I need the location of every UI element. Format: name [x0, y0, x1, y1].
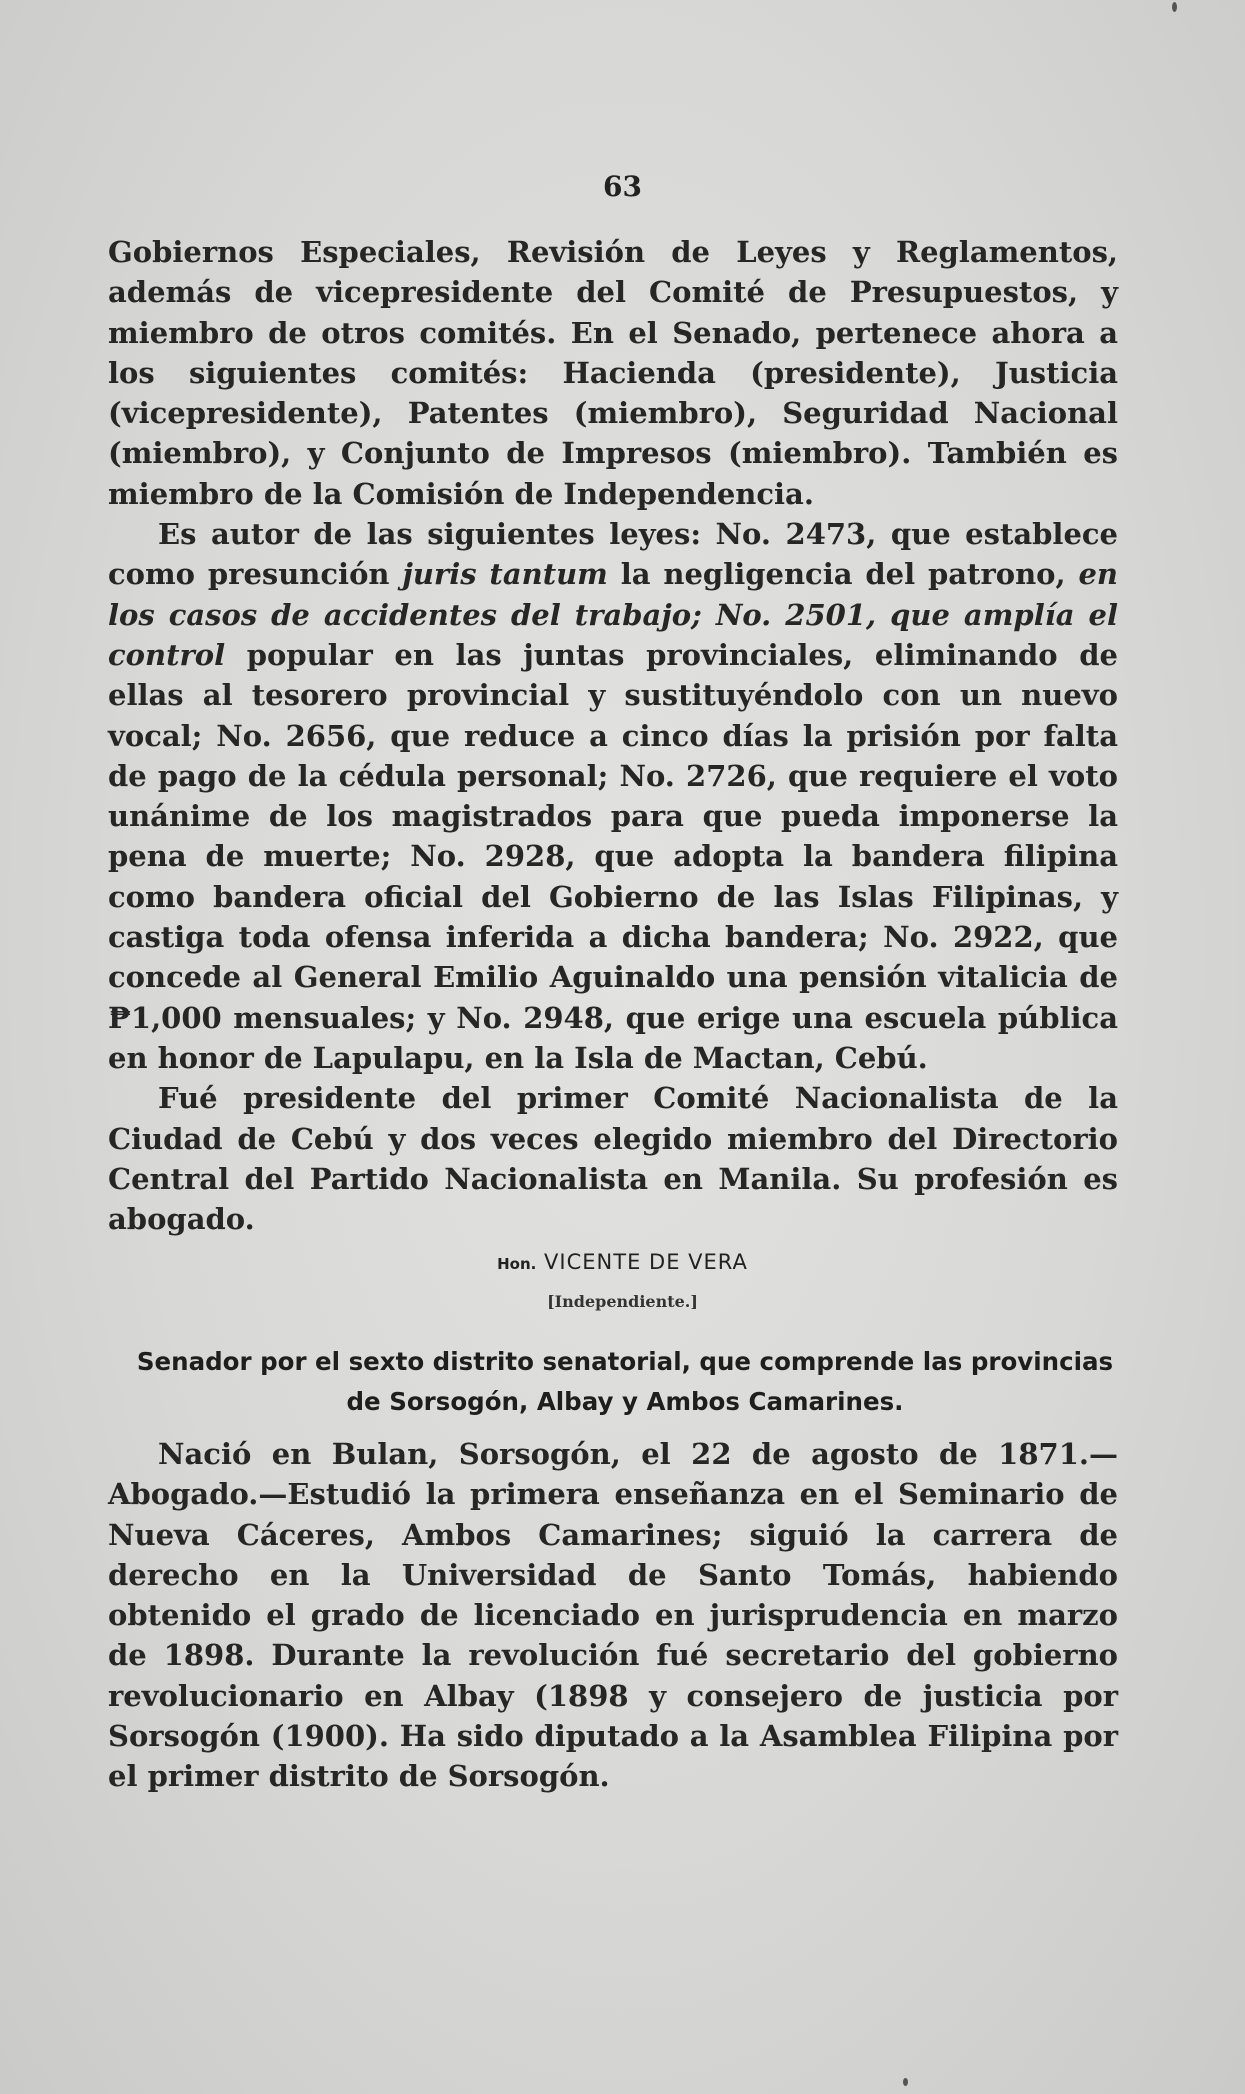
page-number: 63 — [603, 170, 642, 203]
laws-text-1: Es autor de las siguientes leyes: No. 2473, que establece como presunción — [108, 517, 1118, 592]
ink-speck-bottom — [903, 2078, 908, 2086]
party-paragraph — [108, 1078, 1118, 1239]
senator-party: [Independiente.] — [547, 1292, 698, 1311]
senator-biography — [108, 1434, 1118, 1797]
senator-name-heading — [0, 1250, 1245, 1274]
biography-paragraph: Nació en Bulan, Sorsogón, el 22 de agosto de 1871.—Abogado.—Estudió la primera enseñanza en el Seminario de Nueva Cáceres, Ambos Camarines; siguió la carrera de derecho en la Universidad de Santo Tomás, habiendo obtenido el grado de licenciado en jurisprudencia en marzo de 1898. Durante la revolución fué secretario del gobierno revolucionario en Albay (1898 y consejero de justicia por Sorsogón (1900). Ha sido diputado a la Asamblea Filipina por el primer distrito de Sorsogón. — [108, 1437, 1118, 1794]
laws-text-2: la negligencia del patrono, — [607, 557, 1079, 592]
ink-speck-top — [1172, 2, 1177, 12]
party-text: Fué presidente del primer Comité Nacionalista de la Ciudad de Cebú y dos veces elegido miembro del Directorio Central del Partido Nacionalista en Manila. Su profesión es abogado. — [108, 1081, 1118, 1237]
previous-biography — [108, 232, 1118, 1239]
laws-text-3: en los casos de accidentes del trabajo; No. 2501, que amplía el — [108, 557, 1118, 632]
honorific: Hon. — [497, 1255, 537, 1273]
laws-paragraph — [108, 514, 1118, 1078]
committees-paragraph — [108, 232, 1118, 514]
senator-district: Senador por el sexto distrito senatorial, que comprende las provincias de Sorsogón, Albay y Ambos Camarines. — [136, 1347, 1114, 1416]
committees-text: Gobiernos Especiales, Revisión de Leyes y Reglamentos, además de vicepresidente del Comité de Presupuestos, y miembro de otros comités. En el Senado, pertenece ahora a los siguientes comités: Hacienda (presidente), Justicia (vicepresidente), Patentes (miembro), Seguridad Nacional (miembro), y Conjunto de Impresos (miembro). También es miembro de la Comisión de Independencia. — [108, 235, 1118, 511]
senator-name: VICENTE DE VERA — [544, 1250, 748, 1274]
laws-italic-control: control — [108, 637, 226, 672]
laws-text-4: popular en las juntas provinciales, eliminando de ellas al tesorero provincial y sustituyéndolo con un nuevo vocal; No. 2656, que reduce a cinco días la prisión por falta de pago de la cédula personal; No. 2726, que requiere el voto unánime de los magistrados para que pueda imponerse la pena de muerte; No. 2928, que adopta la bandera filipina como bandera oficial del Gobierno de las Islas Filipinas, y castiga toda ofensa inferida a dicha bandera; No. 2922, que concede al General Emilio Aguinaldo una pensión vitalicia de ₱1,000 mensuales; y No. 2948, que erige una escuela pública en honor de Lapulapu, en la Isla de Mactan, Cebú. — [108, 637, 1118, 1075]
laws-italic-juris: juris tantum — [402, 557, 608, 592]
